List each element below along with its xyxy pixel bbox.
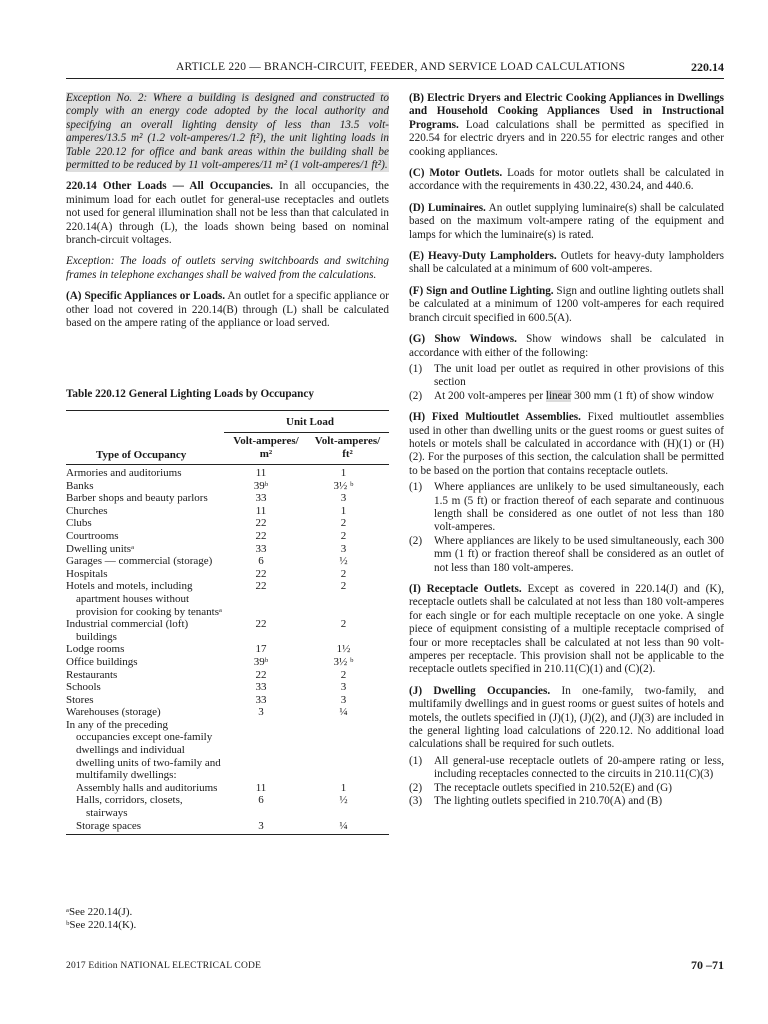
table-header [66,411,389,465]
subsection-a [66,290,389,330]
table-row [66,782,389,795]
list-item-number: (1) [409,362,423,375]
subsection-f-text: Sign and outline lighting outlets shall be calculated at a minimum of 1200 volt-amperes for each required branch circuit specified in 600.5(A). [409,284,724,324]
table-row [66,643,389,656]
list-item-text: 300 mm (1 ft) of show window [574,389,714,402]
occupancy-type-cell: Banks [66,479,94,492]
va-per-ft2-cell: 3½ ᵇ [333,655,354,668]
va-per-ft2-cell: 1 [340,781,347,794]
col-header-ft2 [306,435,389,461]
occupancy-type-cell: Stores [66,693,94,706]
subsection-b-heading: (B) Electric Dryers and Electric Cooking Appliances in Dwellings and Household Cooking Appliances Used in Instructional Programs. [409,92,724,131]
table-row [66,517,389,530]
table-row [66,467,389,480]
footnote-b: ᵇSee 220.14(K). [66,918,137,931]
va-per-ft2-cell: 3 [340,542,347,555]
subsection-i [409,583,724,677]
list-item-number: (2) [409,534,423,547]
va-per-m2-cell: 22 [255,529,267,542]
occupancy-type-cell: Hotels and motels, including apartment houses without provision for cooking by tenantsᵃ [66,580,222,618]
subsection-f-heading: (F) Sign and Outline Lighting. [409,284,554,297]
va-per-ft2-cell: ½ [339,555,348,568]
occupancy-type-cell: Office buildings [66,655,138,668]
subsection-c-text: Loads for motor outlets shall be calculated in accordance with the requirements in 430.22, 430.24, and 440.6. [409,167,725,193]
subsection-f [409,285,724,325]
subsection-c-heading: (C) Motor Outlets. [409,167,503,180]
va-per-m2-cell: 39ᵇ [253,479,269,492]
va-per-m2-cell: 11 [255,781,267,794]
list-item [409,363,724,390]
occupancy-type-cell: Clubs [66,517,92,530]
occupancy-type-cell: Hospitals [66,567,108,580]
va-per-ft2-cell: 3 [340,681,347,694]
va-per-m2-cell: 39ᵇ [253,655,269,668]
list-item [409,795,724,808]
subsection-j-heading: (J) Dwelling Occupancies. [409,684,551,697]
va-per-m2-cell: 6 [258,794,264,807]
subsection-c [409,167,724,194]
unit-load-header: Unit Load [286,416,334,428]
va-per-ft2-cell: 2 [340,567,347,580]
occupancy-type-cell: Restaurants [66,668,118,681]
table-row [66,492,389,505]
subsection-i-heading: (I) Receptacle Outlets. [409,583,522,595]
col-header-m2 [226,435,306,461]
subsection-d-heading: (D) Luminaires. [409,201,486,214]
occupancy-type-cell: Lodge rooms [66,643,125,656]
subsection-b-text: Load calculations shall be permitted as specified in 220.54 for electric dryers and in 220.55 for electric ranges and other cooking appliances. [409,118,724,158]
page-header [66,59,724,79]
section-220-14 [66,180,389,247]
list-item-number: (2) [409,781,423,794]
va-per-ft2-cell: 3 [340,492,347,505]
table-row [66,719,389,782]
section-number: 220.14 [691,60,724,74]
table-row [66,530,389,543]
table-row [66,681,389,694]
va-per-ft2-cell: 2 [340,529,347,542]
table-row [66,505,389,518]
va-per-m2-cell: 17 [255,643,267,656]
article-title: ARTICLE 220 — BRANCH-CIRCUIT, FEEDER, AND SERVICE LOAD CALCULATIONS [176,61,626,73]
table-row [66,820,389,833]
subsection-j-text: In one-family, two-family, and multifamily dwellings and in guest rooms or guest suites of hotels and motels, the outlets specified in (J)(1), (J)(2), and (J)(3) are included in the general lighting load calculations of 220.12. No additional load calculations shall be required for such outlets. [409,684,724,751]
va-per-m2-cell: 22 [255,618,267,631]
va-per-ft2-cell: 3 [340,693,347,706]
va-per-ft2-cell: 2 [340,618,347,631]
subsection-g-text: Show windows shall be calculated in accordance with either of the following: [409,333,725,359]
unit-load-rule [224,432,389,433]
va-per-ft2-cell: 1 [340,504,347,517]
subsection-j [409,685,724,752]
occupancy-type-cell: Armories and auditoriums [66,467,182,479]
list-item-text: The unit load per outlet as required in other provisions of this section [434,362,724,389]
occupancy-type-cell: Storage spaces [76,819,142,832]
subsection-b [409,92,724,159]
subsection-j-list [409,755,724,809]
va-per-m2-cell: 33 [255,681,267,694]
list-item-number: (1) [409,754,423,767]
table-row [66,669,389,682]
list-item [409,390,724,403]
va-per-ft2-cell: 2 [340,580,347,593]
subsection-e [409,250,724,277]
va-per-m2-cell: 22 [255,517,267,530]
occupancy-type-cell: In any of the preceding occupancies except one-family dwellings and individual dwelling units of two-family and multifamily dwellings: [66,718,221,782]
col-header-m2-line1: Volt-amperes/ [233,435,299,447]
list-item-text: All general-use receptacle outlets of 20-ampere rating or less, including receptacles connected to the circuits in 210.11(C)(3) [434,754,724,781]
list-item [409,782,724,795]
right-column [409,92,724,817]
va-per-m2-cell: 11 [255,504,267,517]
subsection-g [409,333,724,360]
va-per-m2-cell: 33 [255,542,267,555]
subsection-g-heading: (G) Show Windows. [409,333,517,346]
highlighted-word: linear [545,389,572,402]
va-per-ft2-cell: 2 [340,668,347,681]
va-per-m2-cell: 22 [255,567,267,580]
subsection-a-text: An outlet for a specific appliance or other load not covered in 220.14(B) through (L) shall be calculated based on the ampere rating of the appliance or load served. [66,290,389,330]
list-item-number: (2) [409,389,423,402]
subsection-h-list [409,481,724,575]
table-row [66,543,389,556]
occupancy-type-cell: Courtrooms [66,529,119,542]
subsection-h-heading: (H) Fixed Multioutlet Assemblies. [409,411,581,424]
occupancy-type-cell: Halls, corridors, closets, stairways [76,794,183,820]
list-item-number: (3) [409,795,423,808]
table-row [66,656,389,669]
list-item-text: The lighting outlets specified in 210.70(A) and (B) [434,795,663,808]
va-per-m2-cell: 33 [255,492,267,505]
left-column [66,92,389,339]
footnote-a: ᵃSee 220.14(J). [66,906,133,918]
subsection-e-heading: (E) Heavy-Duty Lampholders. [409,250,557,263]
occupancy-type-cell: Industrial commercial (loft) buildings [66,618,189,643]
va-per-m2-cell: 22 [255,580,267,593]
table-body [66,465,389,834]
section-220-14-text: In all occupancies, the minimum load for each outlet for general-use receptacles and outlets not used for general illumination shall not be less than that calculated in 220.14(A) through (L), the loads shown being based on nominal branch-circuit voltages. [66,180,389,247]
exception-switchboards: Exception: The loads of outlets serving switchboards and switching frames in telephone exchanges shall be waived from the calculations. [66,255,389,281]
subsection-d-text: An outlet supplying luminaire(s) shall be calculated based on the maximum volt-ampere rating of the equipment and lamps for which the luminaire(s) is rated. [409,201,724,241]
list-item-text: The receptacle outlets specified in 210.52(E) and (G) [434,781,672,794]
va-per-m2-cell: 3 [258,706,264,719]
va-per-m2-cell: 22 [255,668,267,681]
table-row [66,580,389,618]
va-per-ft2-cell: 1½ [336,643,351,656]
table-row [66,568,389,581]
subsection-g-list [409,363,724,403]
occupancy-type-cell: Schools [66,681,101,694]
subsection-i-text: Except as covered in 220.14(J) and (K), receptacle outlets shall be calculated at not less than 180 volt-amperes for each single or for each multiple receptacle on one yoke. A single piece of equipment consisting of a multiple receptacle comprised of four or more receptacles shall be calculated at not less than 90 volt-amperes per receptacle. This provision shall not be applicable to the receptacle outlets specified in 210.11(C)(1) and (C)(2). [409,583,724,676]
table-caption: Table 220.12 General Lighting Loads by Occupancy [66,388,314,400]
col-header-ft2-line1: Volt-amperes/ [314,435,381,447]
table-row [66,555,389,568]
occupancy-type-cell: Assembly halls and auditoriums [76,781,218,794]
col-header-m2-line2: m² [259,448,273,460]
list-item-text: Where appliances are unlikely to be used simultaneously, each 1.5 m (5 ft) or fraction thereof of each separate and continuous length shall be considered as one outlet of not less than 180 volt-amperes. [434,481,724,534]
table-row [66,618,389,643]
occupancy-type-cell: Warehouses (storage) [66,706,161,719]
lighting-loads-table [66,410,389,835]
list-item [409,481,724,535]
va-per-ft2-cell: ¼ [339,819,348,832]
va-per-m2-cell: 3 [258,819,264,832]
table-row [66,794,389,819]
col-header-type: Type of Occupancy [96,449,187,461]
list-item-text: At 200 volt-amperes per [434,389,544,402]
section-220-14-heading: 220.14 Other Loads — All Occupancies. [66,180,273,193]
va-per-ft2-cell: ½ [339,794,348,807]
va-per-m2-cell: 6 [258,555,264,568]
va-per-ft2-cell: 3½ ᵇ [333,479,354,492]
va-per-m2-cell: 11 [255,467,267,479]
occupancy-type-cell: Churches [66,504,108,517]
page-number: 70 –71 [691,958,724,972]
subsection-e-text: Outlets for heavy-duty lampholders shall be calculated at a minimum of 600 volt-amperes. [409,250,724,276]
va-per-ft2-cell: 1 [340,467,347,479]
occupancy-type-cell: Garages — commercial (storage) [66,555,213,568]
exception-no-2: Exception No. 2: Where a building is designed and constructed to comply with an energy code adopted by the local authority and specifying an overall lighting density of less than 13.5 volt-amperes/13.5 m² (1.2 volt-amperes/1.2 ft²), the unit lighting loads in Table 220.12 for office and bank areas within the building shall be permitted to be reduced by 11 volt-amperes/11 m² (1 volt-amperes/1 ft²). [66,92,389,172]
va-per-ft2-cell: 2 [340,517,347,530]
subsection-h [409,411,724,478]
table-row [66,480,389,493]
table-footnotes [66,906,136,931]
occupancy-type-cell: Dwelling unitsᵃ [66,542,135,555]
table-row [66,706,389,719]
va-per-m2-cell: 33 [255,693,267,706]
subsection-d [409,202,724,242]
list-item [409,755,724,782]
subsection-h-text: Fixed multioutlet assemblies used in other than dwelling units or the guest rooms or guest suites of hotels or motels shall be calculated in accordance with (H)(1) or (H)(2). For the purposes of this section, the calculation shall be permitted to be based on the portion that contains receptacle outlets. [409,411,725,477]
table-row [66,694,389,707]
subsection-a-heading: (A) Specific Appliances or Loads. [66,290,226,303]
list-item [409,535,724,575]
list-item-text: Where appliances are likely to be used simultaneously, each 300 mm (1 ft) or fraction thereof shall be considered as an outlet of not less than 180 volt-amperes. [434,534,724,574]
va-per-ft2-cell: ¼ [339,706,348,719]
list-item-number: (1) [409,481,423,494]
occupancy-type-cell: Barber shops and beauty parlors [66,492,208,505]
footer-edition: 2017 Edition NATIONAL ELECTRICAL CODE [66,961,262,971]
col-header-ft2-line2: ft² [342,448,353,460]
